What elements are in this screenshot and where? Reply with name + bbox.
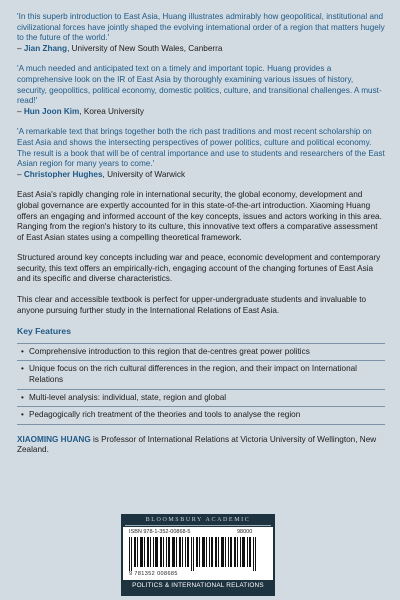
review-quote: 'In this superb introduction to East Asia, Huang illustrates admirably how geopolitical, institutional and civilizational forces have jointly shaped the evolving international order of a region that matters hugely to the future of the world.' (17, 12, 385, 43)
subject-category: POLITICS & INTERNATIONAL RELATIONS (132, 582, 264, 589)
key-feature-text: Comprehensive introduction to this region that de-centres great power politics (29, 346, 310, 356)
key-feature-item (17, 390, 385, 408)
blurb (17, 12, 385, 456)
review-quote: 'A remarkable text that brings together both the rich past traditions and most recent scholarship on East Asia and shows the intersecting perspectives of power politics, culture and political economy. The result is a book that will be of central importance and use to students and researchers of the East Asian region for many years to come.' (17, 127, 385, 169)
description-paragraph: Structured around key concepts including war and peace, economic development and contemporary security, this text offers an empirically-rich, engaging account of the changing fortunes of East Asia and its specific and diverse characteristics. (17, 253, 381, 284)
reviewer-name: Christopher Hughes (23, 169, 103, 179)
bullet-icon: • (21, 392, 24, 402)
dash: – (17, 106, 24, 116)
dash: – (17, 43, 24, 53)
barcode-icon (129, 537, 267, 571)
key-features-list (17, 343, 385, 425)
review-attribution (17, 107, 385, 118)
review-1 (17, 12, 385, 54)
publisher-name: BLOOMSBURY ACADEMIC (145, 517, 251, 523)
key-feature-item (17, 361, 385, 389)
author-name: XIAOMING HUANG (17, 434, 91, 444)
key-feature-item (17, 344, 385, 362)
price-code: 98000 (237, 529, 253, 535)
review-quote: 'A much needed and anticipated text on a timely and important topic. Huang provides a comprehensive look on the IR of East Asia by thoroughly examining various issues of history, security, geopolitics, political economy, domestic politics, culture, and transitional challenges. A must-read!' (17, 64, 382, 106)
review-3 (17, 127, 385, 180)
isbn-label: ISBN 978-1-352-00868-5 (129, 529, 191, 535)
barcode-panel (123, 527, 273, 580)
key-features-title: Key Features (17, 326, 71, 337)
key-feature-item (17, 407, 385, 425)
key-feature-text: Pedagogically rich treatment of the theories and tools to analyse the region (29, 410, 301, 420)
barcode-digits: 9 781352 008685 (129, 571, 178, 577)
key-feature-text: Unique focus on the rich cultural differences in the region, and their impact on International Relations (29, 364, 357, 385)
author-description: is Professor of International Relations at Victoria University of Wellington, New Zealand. (17, 434, 377, 455)
review-attribution (17, 170, 385, 181)
key-feature-text: Multi-level analysis: individual, state, region and global (29, 392, 227, 402)
reviewer-affiliation: , Korea University (79, 106, 144, 116)
reviewer-name: Jian Zhang (23, 43, 68, 53)
review-attribution (17, 44, 385, 55)
description-paragraph: This clear and accessible textbook is perfect for upper-undergraduate students and invaluable to anyone pursuing further study in the International Relations of East Asia. (17, 295, 367, 315)
bullet-icon: • (21, 346, 24, 356)
publisher-block (121, 514, 275, 596)
description-paragraph: East Asia's rapidly changing role in international security, the global economy, development and global governance are expertly accounted for in this state-of-the-art introduction. Xiaoming Huang offers an engaging and informed account of the key concepts, issues and actors working in this area. Ranging from the region's history to its culture, this innovative text offers a comparative assessment of East Asian states using a compelling theoretical framework. (17, 190, 382, 242)
bullet-icon: • (21, 410, 24, 420)
reviewer-affiliation: , University of Warwick (102, 169, 186, 179)
bullet-icon: • (21, 364, 24, 374)
author-bio (17, 435, 385, 456)
divider (125, 525, 271, 526)
review-2 (17, 64, 385, 117)
dash: – (17, 169, 24, 179)
reviewer-name: Hun Joon Kim (23, 106, 80, 116)
reviewer-affiliation: , University of New South Wales, Canberra (67, 43, 223, 53)
